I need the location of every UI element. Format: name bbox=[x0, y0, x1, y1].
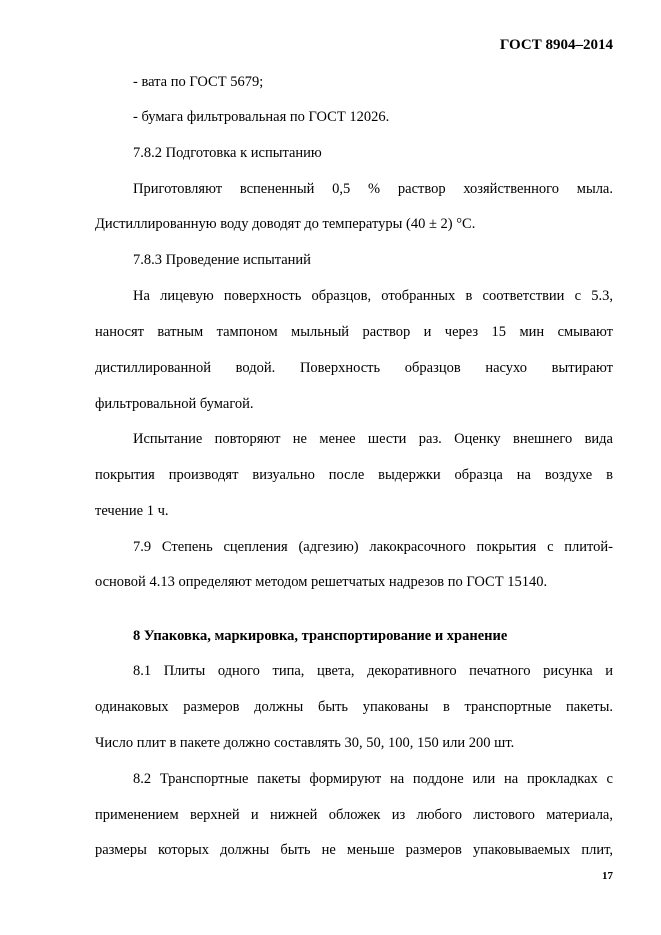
paragraph-line: течение 1 ч. bbox=[95, 503, 169, 519]
paragraph-line: покрытия производят визуально после выдержки образца на воздухе в bbox=[95, 467, 613, 483]
section-heading-7-8-2: 7.8.2 Подготовка к испытанию bbox=[133, 145, 322, 161]
list-item-filter-paper: - бумага фильтровальная по ГОСТ 12026. bbox=[133, 109, 390, 125]
paragraph-line: наносят ватным тампоном мыльный раствор и через 15 мин смывают bbox=[95, 324, 613, 340]
paragraph-line: На лицевую поверхность образцов, отобранных в соответствии с 5.3, bbox=[133, 288, 613, 304]
list-item-cotton-wool: - вата по ГОСТ 5679; bbox=[133, 74, 264, 90]
paragraph-line: Испытание повторяют не менее шести раз. Оценку внешнего вида bbox=[133, 431, 613, 447]
paragraph-line: основой 4.13 определяют методом решетчатых надрезов по ГОСТ 15140. bbox=[95, 574, 548, 590]
document-id-header: ГОСТ 8904–2014 bbox=[499, 37, 613, 53]
paragraph-line: 8.1 Плиты одного типа, цвета, декоративного печатного рисунка и bbox=[133, 663, 613, 679]
paragraph-line: Приготовляют вспененный 0,5 % раствор хозяйственного мыла. bbox=[133, 181, 613, 197]
paragraph-line: применением верхней и нижней обложек из любого листового материала, bbox=[95, 807, 613, 823]
paragraph-line: Дистиллированную воду доводят до температуры (40 ± 2) °С. bbox=[95, 216, 476, 232]
paragraph-line: размеры которых должны быть не меньше размеров упаковываемых плит, bbox=[95, 842, 613, 858]
section-heading-7-8-3: 7.8.3 Проведение испытаний bbox=[133, 252, 311, 268]
page-number: 17 bbox=[602, 870, 613, 882]
paragraph-line: фильтровальной бумагой. bbox=[95, 396, 254, 412]
paragraph-line: дистиллированной водой. Поверхность образцов насухо вытирают bbox=[95, 360, 613, 376]
paragraph-line: Число плит в пакете должно составлять 30, 50, 100, 150 или 200 шт. bbox=[95, 735, 515, 751]
paragraph-line: одинаковых размеров должны быть упакованы в транспортные пакеты. bbox=[95, 699, 613, 715]
paragraph-line: 8.2 Транспортные пакеты формируют на поддоне или на прокладках с bbox=[133, 771, 613, 787]
paragraph-line: 7.9 Степень сцепления (адгезию) лакокрасочного покрытия с плитой- bbox=[133, 539, 613, 555]
section-heading-8: 8 Упаковка, маркировка, транспортирование и хранение bbox=[133, 628, 508, 644]
